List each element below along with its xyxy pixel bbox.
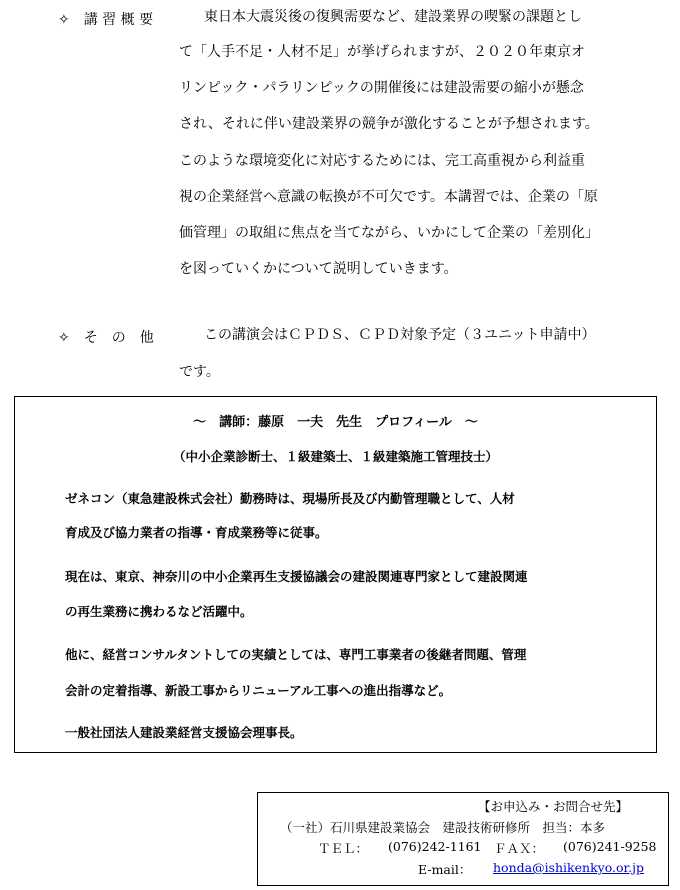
overview-line: このような環境変化に対応するためには、完工高重視から利益重 [179, 153, 585, 169]
fax-number: (076)241-9258 [563, 839, 657, 854]
contact-org: （一社）石川県建設業協会 建設技術研修所 担当：本多 [280, 820, 606, 835]
fax-label: ＦＡＸ： [494, 841, 545, 856]
overview-line: 価管理」の取組に焦点を当てながら、いかにして企業の「差別化」 [179, 225, 599, 241]
contact-heading: 【お申込み・お問合せ先】 [478, 799, 629, 814]
contact-box [257, 792, 669, 886]
profile-line: ゼネコン（東急建設株式会社）勤務時は、現場所長及び内勤管理職として、人材 [65, 491, 515, 506]
email-link[interactable]: honda@ishikenkyo.or.jp [493, 860, 644, 875]
profile-title: ～ 講師：藤原 一夫 先生 プロフィール ～ [193, 415, 478, 430]
profile-line: 育成及び協力業者の指導・育成業務等に従事。 [65, 525, 328, 540]
instructor-profile-box [14, 396, 657, 753]
other-label: ✧ そ の 他 [58, 330, 154, 346]
profile-line: 一般社団法人建設業経営支援協会理事長。 [65, 725, 303, 740]
overview-line: 視の企業経営へ意識の転換が不可欠です。本講習では、企業の「原 [179, 189, 598, 205]
other-line: この講演会はＣＰＤＳ、ＣＰＤ対象予定（３ユニット申請中） [204, 327, 596, 343]
overview-line: リンピック・パラリンピックの開催後には建設需要の縮小が懸念 [179, 80, 584, 96]
email-label: E-mail： [418, 862, 472, 877]
overview-line: され、それに伴い建設業界の競争が激化することが予想されます。 [179, 116, 599, 132]
profile-qualifications: （中小企業診断士、１級建築士、１級建築施工管理技士） [172, 449, 498, 464]
overview-line: 東日本大震災後の復興需要など、建設業界の喫緊の課題とし [204, 9, 582, 25]
overview-line: を図っていくかについて説明していきます。 [179, 261, 458, 277]
profile-line: 会計の定着指導、新設工事からリニューアル工事への進出指導など。 [65, 683, 452, 698]
phone-label: ＴＥＬ： [318, 841, 369, 856]
profile-line: 現在は、東京、神奈川の中小企業再生支援協議会の建設関連専門家として建設関連 [65, 569, 528, 584]
profile-line: 他に、経営コンサルタントしての実績としては、専門工事業者の後継者問題、管理 [65, 647, 527, 662]
other-line: です。 [179, 364, 220, 380]
overview-line: て「人手不足・人材不足」が挙げられますが、２０２０年東京オ [179, 44, 585, 60]
profile-line: の再生業務に携わるなど活躍中。 [65, 604, 253, 619]
overview-label: ✧ 講 習 概 要 [58, 12, 154, 28]
phone-number: (076)242-1161 [388, 839, 482, 854]
